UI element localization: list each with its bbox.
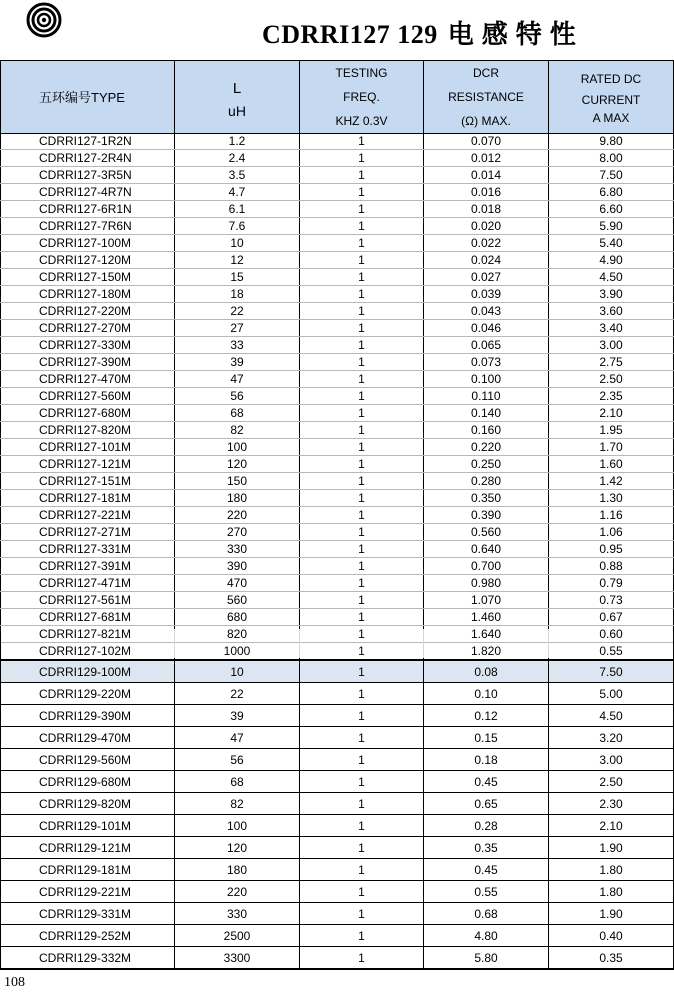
test-freq-cell: 1: [300, 541, 424, 558]
rated-current-cell: 1.90: [549, 903, 674, 925]
rated-current-cell: 1.42: [549, 473, 674, 490]
inductance-cell: 680: [175, 609, 300, 626]
part-number-cell: CDRRI127-391M: [1, 558, 175, 575]
part-number-cell: CDRRI127-220M: [1, 303, 175, 320]
brand-logo-icon: [26, 2, 62, 38]
table-row: [1, 337, 674, 354]
dcr-cell: 0.390: [424, 507, 549, 524]
rated-current-cell: 2.75: [549, 354, 674, 371]
inductance-cell: 10: [175, 235, 300, 252]
part-number-cell: CDRRI129-390M: [1, 705, 175, 727]
rated-current-cell: 3.00: [549, 337, 674, 354]
header-rated-line3: A MAX: [592, 111, 630, 125]
rated-current-cell: 5.90: [549, 218, 674, 235]
part-number-cell: CDRRI127-331M: [1, 541, 175, 558]
test-freq-cell: 1: [300, 947, 424, 970]
test-freq-cell: 1: [300, 167, 424, 184]
test-freq-cell: 1: [300, 592, 424, 609]
part-number-cell: CDRRI127-3R5N: [1, 167, 175, 184]
inductance-cell: 56: [175, 388, 300, 405]
rated-current-cell: 2.35: [549, 388, 674, 405]
inductance-cell: 22: [175, 683, 300, 705]
table-row: [1, 947, 674, 970]
table-row: [1, 252, 674, 269]
inductance-cell: 7.6: [175, 218, 300, 235]
test-freq-cell: 1: [300, 490, 424, 507]
header-testing-line2: FREQ.: [343, 90, 380, 104]
test-freq-cell: 1: [300, 269, 424, 286]
inductance-cell: 470: [175, 575, 300, 592]
table-row: [1, 859, 674, 881]
test-freq-cell: 1: [300, 150, 424, 167]
spacer-cell: [175, 629, 300, 658]
header-l-unit: uH: [228, 102, 246, 119]
dcr-cell: 0.45: [424, 771, 549, 793]
inductance-cell: 1000: [175, 643, 300, 661]
header-dcr-line3: (Ω) MAX.: [461, 114, 511, 128]
rated-current-cell: 1.80: [549, 881, 674, 903]
rated-current-cell: 1.80: [549, 859, 674, 881]
dcr-cell: 0.640: [424, 541, 549, 558]
test-freq-cell: 1: [300, 881, 424, 903]
dcr-cell: 0.15: [424, 727, 549, 749]
section-spacer: [0, 629, 674, 658]
inductance-cell: 82: [175, 422, 300, 439]
test-freq-cell: 1: [300, 303, 424, 320]
part-number-cell: CDRRI127-681M: [1, 609, 175, 626]
part-number-cell: CDRRI127-270M: [1, 320, 175, 337]
dcr-cell: 0.560: [424, 524, 549, 541]
table-row: [1, 507, 674, 524]
inductance-cell: 4.7: [175, 184, 300, 201]
inductance-cell: 82: [175, 793, 300, 815]
part-number-cell: CDRRI129-470M: [1, 727, 175, 749]
part-number-cell: CDRRI129-220M: [1, 683, 175, 705]
dcr-cell: 0.073: [424, 354, 549, 371]
rated-current-cell: 1.90: [549, 837, 674, 859]
cdrri129-table: [0, 660, 674, 970]
inductance-cell: 820: [175, 626, 300, 643]
rated-current-cell: 4.50: [549, 705, 674, 727]
part-number-cell: CDRRI129-332M: [1, 947, 175, 970]
part-number-cell: CDRRI127-561M: [1, 592, 175, 609]
rated-current-cell: 1.16: [549, 507, 674, 524]
rated-current-cell: 3.00: [549, 749, 674, 771]
header-testing-line1: TESTING: [335, 66, 388, 80]
rated-current-cell: 7.50: [549, 167, 674, 184]
table-row: [1, 837, 674, 859]
inductance-cell: 2500: [175, 925, 300, 947]
header-testing-line3: KHZ 0.3V: [335, 114, 388, 128]
rated-current-cell: 5.40: [549, 235, 674, 252]
rated-current-cell: 9.80: [549, 133, 674, 150]
table-row: [1, 269, 674, 286]
dcr-cell: 0.55: [424, 881, 549, 903]
part-number-cell: CDRRI127-471M: [1, 575, 175, 592]
rated-current-cell: 3.40: [549, 320, 674, 337]
table-row: [1, 235, 674, 252]
table-row: [1, 609, 674, 626]
dcr-cell: 5.80: [424, 947, 549, 970]
part-number-cell: CDRRI127-7R6N: [1, 218, 175, 235]
dcr-cell: 4.80: [424, 925, 549, 947]
inductance-cell: 3.5: [175, 167, 300, 184]
test-freq-cell: 1: [300, 925, 424, 947]
header-rated-line1: RATED DC: [580, 72, 642, 86]
inductance-cell: 270: [175, 524, 300, 541]
test-freq-cell: 1: [300, 371, 424, 388]
part-number-cell: CDRRI129-680M: [1, 771, 175, 793]
test-freq-cell: 1: [300, 235, 424, 252]
rated-current-cell: 1.60: [549, 456, 674, 473]
rated-current-cell: 0.95: [549, 541, 674, 558]
inductance-cell: 100: [175, 439, 300, 456]
dcr-cell: 0.08: [424, 661, 549, 683]
rated-current-cell: 0.73: [549, 592, 674, 609]
inductance-cell: 1.2: [175, 133, 300, 150]
spacer-cell: [1, 629, 175, 658]
table-row: [1, 490, 674, 507]
test-freq-cell: 1: [300, 727, 424, 749]
table-row: [1, 575, 674, 592]
rated-current-cell: 2.50: [549, 771, 674, 793]
dcr-cell: 0.100: [424, 371, 549, 388]
inductance-cell: 47: [175, 371, 300, 388]
part-number-cell: CDRRI127-390M: [1, 354, 175, 371]
part-number-cell: CDRRI129-252M: [1, 925, 175, 947]
title-model: CDRRI127 129: [262, 20, 438, 49]
inductance-cell: 220: [175, 507, 300, 524]
rated-current-cell: 6.80: [549, 184, 674, 201]
inductance-cell: 330: [175, 541, 300, 558]
dcr-cell: 0.020: [424, 218, 549, 235]
dcr-cell: 0.012: [424, 150, 549, 167]
table-row: [1, 592, 674, 609]
rated-current-cell: 5.00: [549, 683, 674, 705]
rated-current-cell: 1.95: [549, 422, 674, 439]
part-number-cell: CDRRI127-6R1N: [1, 201, 175, 218]
inductance-cell: 39: [175, 705, 300, 727]
inductance-cell: 39: [175, 354, 300, 371]
part-number-cell: CDRRI129-820M: [1, 793, 175, 815]
inductance-cell: 150: [175, 473, 300, 490]
page-number: 108: [4, 975, 25, 990]
test-freq-cell: 1: [300, 524, 424, 541]
dcr-cell: 0.220: [424, 439, 549, 456]
page-title: [262, 14, 584, 51]
table-row: [1, 524, 674, 541]
test-freq-cell: 1: [300, 252, 424, 269]
rated-current-cell: 8.00: [549, 150, 674, 167]
inductance-cell: 3300: [175, 947, 300, 970]
dcr-cell: 1.070: [424, 592, 549, 609]
table-row: [1, 661, 674, 683]
table-row: [1, 727, 674, 749]
part-number-cell: CDRRI127-330M: [1, 337, 175, 354]
inductance-cell: 12: [175, 252, 300, 269]
dcr-cell: 0.45: [424, 859, 549, 881]
table-row: [1, 422, 674, 439]
table-row: [1, 286, 674, 303]
test-freq-cell: 1: [300, 286, 424, 303]
dcr-cell: 0.68: [424, 903, 549, 925]
part-number-cell: CDRRI127-120M: [1, 252, 175, 269]
rated-current-cell: 1.70: [549, 439, 674, 456]
dcr-cell: 0.35: [424, 837, 549, 859]
inductance-cell: 27: [175, 320, 300, 337]
dcr-cell: 0.024: [424, 252, 549, 269]
rated-current-cell: 2.50: [549, 371, 674, 388]
rated-current-cell: 1.06: [549, 524, 674, 541]
rated-current-cell: 3.90: [549, 286, 674, 303]
dcr-cell: 0.140: [424, 405, 549, 422]
rated-current-cell: 0.88: [549, 558, 674, 575]
header-dcr: [424, 61, 549, 134]
dcr-cell: 0.022: [424, 235, 549, 252]
inductance-cell: 33: [175, 337, 300, 354]
part-number-cell: CDRRI127-470M: [1, 371, 175, 388]
test-freq-cell: 1: [300, 626, 424, 643]
dcr-cell: 0.12: [424, 705, 549, 727]
spacer-cell: [549, 629, 674, 658]
test-freq-cell: 1: [300, 558, 424, 575]
rated-current-cell: 0.35: [549, 947, 674, 970]
inductance-cell: 390: [175, 558, 300, 575]
rated-current-cell: 2.10: [549, 815, 674, 837]
part-number-cell: CDRRI127-821M: [1, 626, 175, 643]
inductance-cell: 220: [175, 881, 300, 903]
dcr-cell: 0.065: [424, 337, 549, 354]
inductance-cell: 10: [175, 661, 300, 683]
dcr-cell: 0.043: [424, 303, 549, 320]
part-number-cell: CDRRI129-101M: [1, 815, 175, 837]
part-number-cell: CDRRI127-180M: [1, 286, 175, 303]
dcr-cell: 0.980: [424, 575, 549, 592]
test-freq-cell: 1: [300, 793, 424, 815]
part-number-cell: CDRRI127-1R2N: [1, 133, 175, 150]
dcr-cell: 0.10: [424, 683, 549, 705]
table-row: [1, 903, 674, 925]
test-freq-cell: 1: [300, 903, 424, 925]
part-number-cell: CDRRI127-150M: [1, 269, 175, 286]
part-number-cell: CDRRI127-101M: [1, 439, 175, 456]
rated-current-cell: 0.40: [549, 925, 674, 947]
table-row: [1, 881, 674, 903]
rated-current-cell: 4.50: [549, 269, 674, 286]
dcr-cell: 0.65: [424, 793, 549, 815]
table-row: [1, 320, 674, 337]
dcr-cell: 0.700: [424, 558, 549, 575]
inductance-cell: 120: [175, 456, 300, 473]
test-freq-cell: 1: [300, 683, 424, 705]
part-number-cell: CDRRI127-100M: [1, 235, 175, 252]
header-l-label: L: [232, 79, 242, 97]
test-freq-cell: 1: [300, 422, 424, 439]
table-row: [1, 167, 674, 184]
part-number-cell: CDRRI129-181M: [1, 859, 175, 881]
inductance-cell: 180: [175, 490, 300, 507]
inductance-cell: 22: [175, 303, 300, 320]
inductance-cell: 120: [175, 837, 300, 859]
table-row: [1, 705, 674, 727]
rated-current-cell: 0.79: [549, 575, 674, 592]
test-freq-cell: 1: [300, 661, 424, 683]
dcr-cell: 0.350: [424, 490, 549, 507]
inductance-cell: 18: [175, 286, 300, 303]
table-row: [1, 456, 674, 473]
inductance-cell: 330: [175, 903, 300, 925]
test-freq-cell: 1: [300, 388, 424, 405]
table-row: [1, 558, 674, 575]
table-row: [1, 218, 674, 235]
inductance-cell: 68: [175, 405, 300, 422]
cdrri127-table: [0, 133, 674, 661]
part-number-cell: CDRRI129-221M: [1, 881, 175, 903]
table-row: [1, 184, 674, 201]
rated-current-cell: 0.60: [549, 626, 674, 643]
test-freq-cell: 1: [300, 507, 424, 524]
header-type: [1, 61, 175, 134]
part-number-cell: CDRRI127-680M: [1, 405, 175, 422]
dcr-cell: 0.18: [424, 749, 549, 771]
test-freq-cell: 1: [300, 859, 424, 881]
inductance-cell: 68: [175, 771, 300, 793]
header-inductance: [175, 61, 300, 134]
table-row: [1, 388, 674, 405]
header-type-label: 五环编号TYPE: [39, 89, 125, 105]
table-row: [1, 541, 674, 558]
dcr-cell: 0.014: [424, 167, 549, 184]
table-row: [1, 150, 674, 167]
test-freq-cell: 1: [300, 771, 424, 793]
rated-current-cell: 2.10: [549, 405, 674, 422]
part-number-cell: CDRRI127-2R4N: [1, 150, 175, 167]
table-row: [1, 925, 674, 947]
header-dcr-line2: RESISTANCE: [448, 90, 524, 104]
rated-current-cell: 7.50: [549, 661, 674, 683]
rated-current-cell: 2.30: [549, 793, 674, 815]
dcr-cell: 0.250: [424, 456, 549, 473]
test-freq-cell: 1: [300, 337, 424, 354]
header-dcr-line1: DCR: [473, 66, 499, 80]
part-number-cell: CDRRI127-820M: [1, 422, 175, 439]
part-number-cell: CDRRI127-221M: [1, 507, 175, 524]
test-freq-cell: 1: [300, 405, 424, 422]
table-row: [1, 749, 674, 771]
header-rated-line2: CURRENT: [581, 93, 641, 107]
test-freq-cell: 1: [300, 837, 424, 859]
part-number-cell: CDRRI127-271M: [1, 524, 175, 541]
dcr-cell: 0.027: [424, 269, 549, 286]
table-row: [1, 133, 674, 150]
dcr-cell: 0.28: [424, 815, 549, 837]
dcr-cell: 0.280: [424, 473, 549, 490]
test-freq-cell: 1: [300, 609, 424, 626]
table-row: [1, 793, 674, 815]
header-rated-current: [549, 61, 674, 134]
part-number-cell: CDRRI127-102M: [1, 643, 175, 661]
table-row: [1, 439, 674, 456]
inductance-cell: 56: [175, 749, 300, 771]
part-number-cell: CDRRI129-560M: [1, 749, 175, 771]
test-freq-cell: 1: [300, 749, 424, 771]
spacer-cell: [424, 629, 549, 658]
part-number-cell: CDRRI127-121M: [1, 456, 175, 473]
test-freq-cell: 1: [300, 320, 424, 337]
dcr-cell: 0.110: [424, 388, 549, 405]
table-row: [1, 303, 674, 320]
rated-current-cell: 3.20: [549, 727, 674, 749]
test-freq-cell: 1: [300, 705, 424, 727]
table-row: [1, 201, 674, 218]
dcr-cell: 0.016: [424, 184, 549, 201]
table-row: [1, 405, 674, 422]
title-chinese: 电感特性: [447, 20, 584, 49]
table-row: [1, 473, 674, 490]
test-freq-cell: 1: [300, 354, 424, 371]
dcr-cell: 1.460: [424, 609, 549, 626]
rated-current-cell: 1.30: [549, 490, 674, 507]
rated-current-cell: 6.60: [549, 201, 674, 218]
part-number-cell: CDRRI129-331M: [1, 903, 175, 925]
inductance-cell: 180: [175, 859, 300, 881]
table-row: [1, 683, 674, 705]
dcr-cell: 1.640: [424, 626, 549, 643]
header-testing-freq: [300, 61, 424, 134]
rated-current-cell: 4.90: [549, 252, 674, 269]
spec-table-header: [0, 60, 674, 134]
part-number-cell: CDRRI127-151M: [1, 473, 175, 490]
dcr-cell: 1.820: [424, 643, 549, 661]
test-freq-cell: 1: [300, 815, 424, 837]
rated-current-cell: 0.67: [549, 609, 674, 626]
inductance-cell: 47: [175, 727, 300, 749]
test-freq-cell: 1: [300, 184, 424, 201]
rated-current-cell: 0.55: [549, 643, 674, 661]
dcr-cell: 0.070: [424, 133, 549, 150]
inductance-cell: 6.1: [175, 201, 300, 218]
part-number-cell: CDRRI129-121M: [1, 837, 175, 859]
test-freq-cell: 1: [300, 218, 424, 235]
rated-current-cell: 3.60: [549, 303, 674, 320]
inductance-cell: 2.4: [175, 150, 300, 167]
test-freq-cell: 1: [300, 473, 424, 490]
table-row: [1, 371, 674, 388]
test-freq-cell: 1: [300, 456, 424, 473]
dcr-cell: 0.046: [424, 320, 549, 337]
dcr-cell: 0.018: [424, 201, 549, 218]
inductance-cell: 15: [175, 269, 300, 286]
dcr-cell: 0.160: [424, 422, 549, 439]
test-freq-cell: 1: [300, 201, 424, 218]
test-freq-cell: 1: [300, 439, 424, 456]
part-number-cell: CDRRI127-560M: [1, 388, 175, 405]
part-number-cell: CDRRI127-4R7N: [1, 184, 175, 201]
test-freq-cell: 1: [300, 643, 424, 661]
table-row: [1, 815, 674, 837]
table-row: [1, 354, 674, 371]
test-freq-cell: 1: [300, 133, 424, 150]
dcr-cell: 0.039: [424, 286, 549, 303]
test-freq-cell: 1: [300, 575, 424, 592]
inductance-cell: 560: [175, 592, 300, 609]
table-row: [1, 771, 674, 793]
inductance-cell: 100: [175, 815, 300, 837]
spacer-cell: [300, 629, 424, 658]
part-number-cell: CDRRI129-100M: [1, 661, 175, 683]
part-number-cell: CDRRI127-181M: [1, 490, 175, 507]
